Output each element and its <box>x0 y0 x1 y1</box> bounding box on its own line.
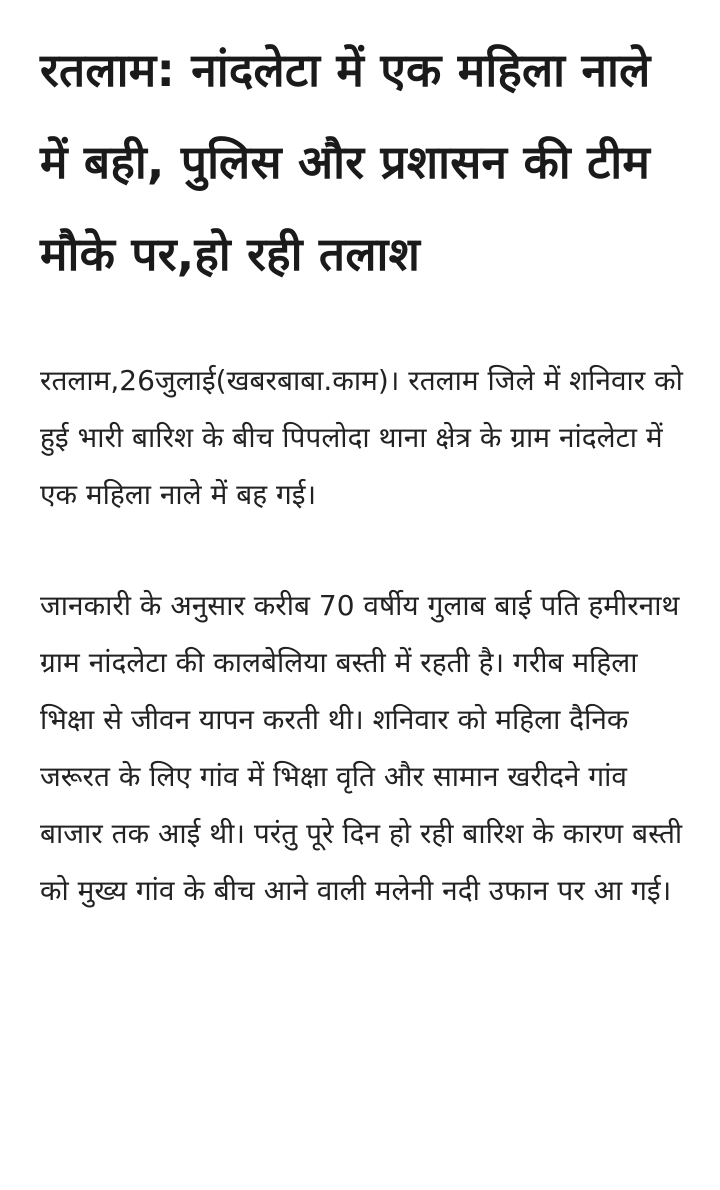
article <box>40 24 690 919</box>
article-paragraph-2: जानकारी के अनुसार करीब 70 वर्षीय गुलाब बाई पति हमीरनाथ ग्राम नांदलेटा की कालबेलिया बस्ती में रहती है। गरीब महिला भिक्षा से जीवन यापन करती थी। शनिवार को महिला दैनिक जरूरत के लिए गांव में भिक्षा वृति और सामान खरीदने गांव बाजार तक आई थी। परंतु पूरे दिन हो रही बारिश के कारण बस्ती को मुख्य गांव के बीच आने वाली मलेनी नदी उफान पर आ गई। <box>40 589 683 907</box>
article-paragraph-1: रतलाम,26जुलाई(खबरबाबा.काम)। रतलाम जिले में शनिवार को हुई भारी बारिश के बीच पिपलोदा थाना क्षेत्र के ग्राम नांदलेटा में एक महिला नाले में बह गई। <box>40 364 683 511</box>
article-headline: रतलाम: नांदलेटा में एक महिला नाले में बही, पुलिस और प्रशासन की टीम मौके पर,हो रही तलाश <box>40 43 651 281</box>
